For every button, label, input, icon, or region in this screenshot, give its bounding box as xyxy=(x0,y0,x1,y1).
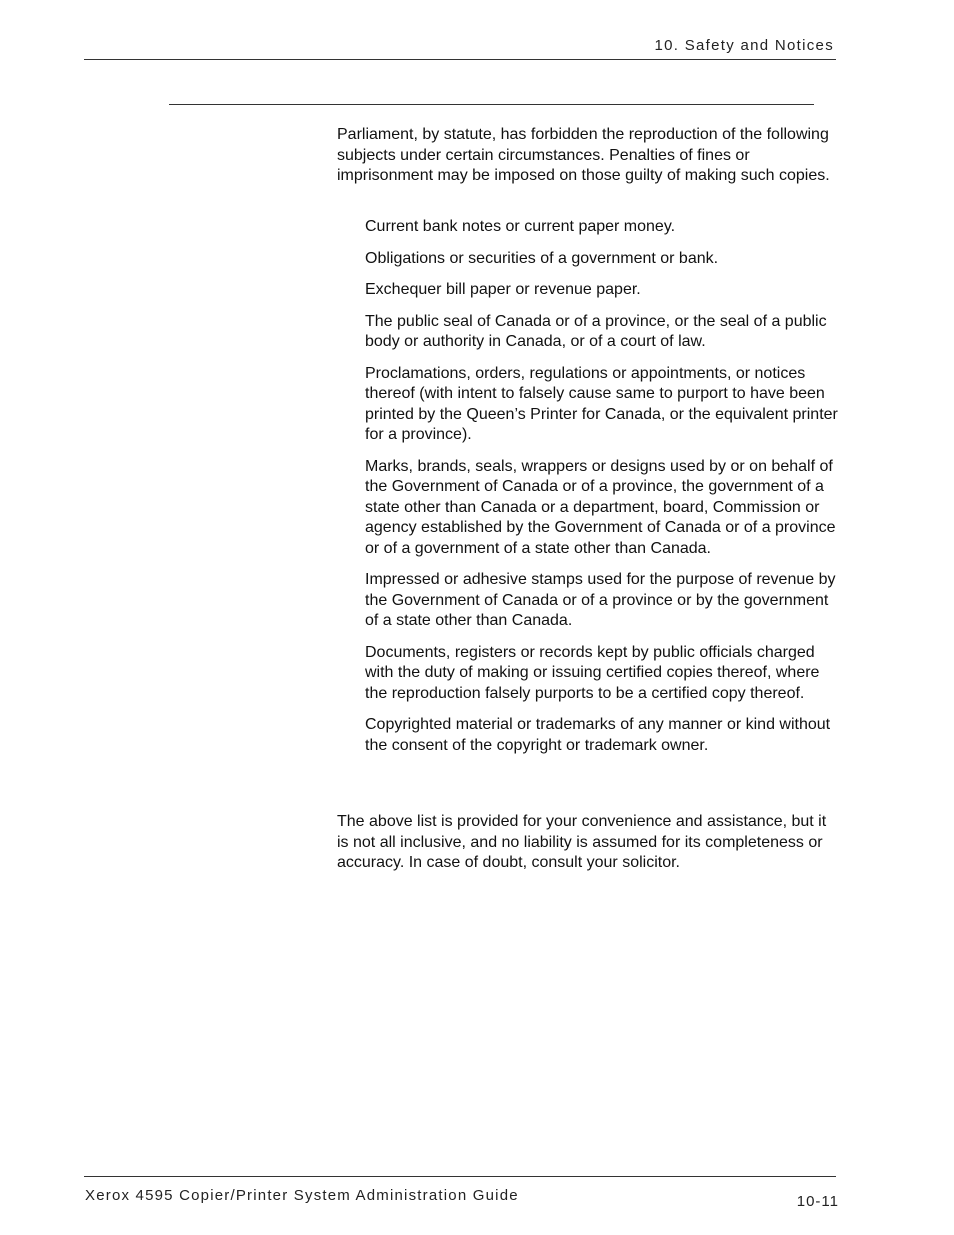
section-divider xyxy=(169,104,814,105)
page-number: 10-11 xyxy=(796,1193,839,1210)
header-divider xyxy=(84,59,836,60)
intro-paragraph: Parliament, by statute, has forbidden the reproduction of the following subjects under certain circumstances. Penalties of fines or imprisonment may be imposed on those guilty of making such copies. xyxy=(337,126,830,184)
list-item: Proclamations, orders, regulations or appointments, or notices thereof (with intent to falsely cause same to purport to have been printed by the Queen’s Printer for Canada, or the equivalent printer for a province). xyxy=(365,364,838,443)
footer-divider xyxy=(84,1176,836,1177)
header-section-title: 10. Safety and Notices xyxy=(654,37,834,54)
list-item: Marks, brands, seals, wrappers or designs used by or on behalf of the Government of Canada or of a province, the government of a state other than Canada or a department, board, Commission or agency established by the Government of Canada or of a province or of a government of a state other than Canada. xyxy=(365,457,836,557)
list-item: Impressed or adhesive stamps used for the purpose of revenue by the Government of Canada or of a province or by the government of a state other than Canada. xyxy=(365,571,836,629)
list-item: The public seal of Canada or of a province, or the seal of a public body or authority in Canada, or of a court of law. xyxy=(365,312,827,350)
list-item: Documents, registers or records kept by public officials charged with the duty of making or issuing certified copies thereof, where the reproduction falsely purports to be a certified copy thereof. xyxy=(365,643,820,702)
footer-guide-title: Xerox 4595 Copier/Printer System Administration Guide xyxy=(85,1187,519,1204)
list-item: Exchequer bill paper or revenue paper. xyxy=(365,281,641,298)
list-item: Obligations or securities of a government or bank. xyxy=(365,249,719,267)
forbidden-items-list xyxy=(365,217,845,767)
closing-paragraph: The above list is provided for your convenience and assistance, but it is not all inclusive, and no liability is assumed for its completeness or accuracy. In case of doubt, consult your solicitor. xyxy=(337,813,827,871)
list-item: Current bank notes or current paper money. xyxy=(365,218,676,235)
list-item: Copyrighted material or trademarks of any manner or kind without the consent of the copyright or trademark owner. xyxy=(365,716,831,754)
